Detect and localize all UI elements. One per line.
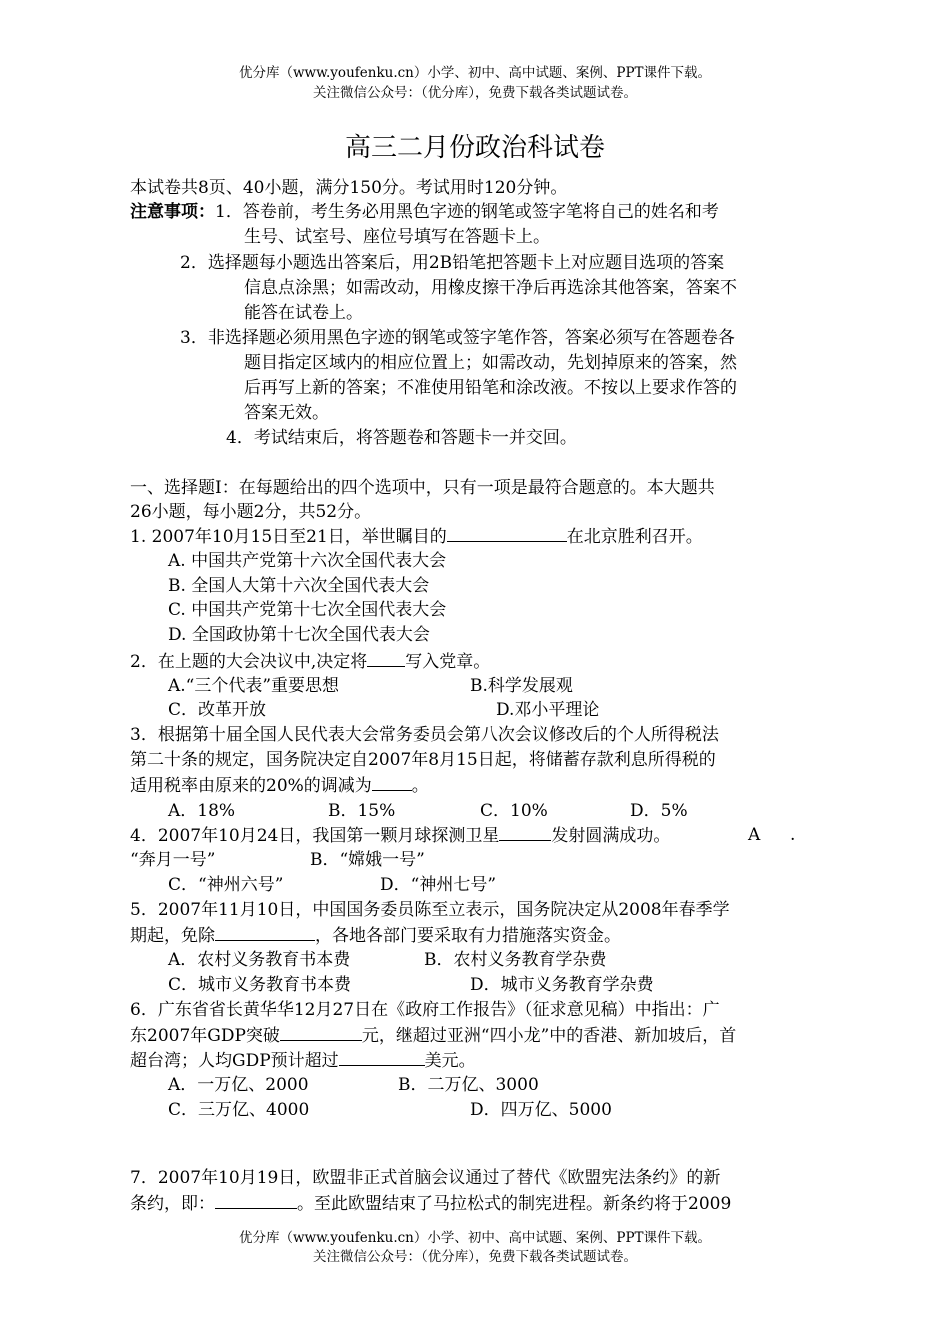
q3-option-a: A．18% [168,801,236,821]
page-title: 高三二月份政治科试卷 [344,133,605,163]
note-2c: 能答在试卷上。 [244,303,363,323]
note-3a: 3．非选择题必须用黑色字迹的钢笔或签字笔作答，答案必须写在答题卷各 [180,328,735,348]
q4-option-c: C．“神州六号” [168,875,284,895]
q2-option-b: B.科学发展观 [470,676,573,696]
intro-text: 本试卷共8页、40小题，满分150分。考试用时120分钟。 [130,178,568,198]
q3-option-b: B．15% [328,801,396,821]
question-4-stem: 4．2007年10月24日，我国第一颗月球探测卫星 发射圆满成功。 [130,823,670,848]
answer-blank [372,773,412,791]
q6-option-d: D．四万亿、5000 [470,1100,612,1120]
section-1-line-2: 26小题，每小题2分，共52分。 [130,502,372,522]
q1-option-a: A. 中国共产党第十六次全国代表大会 [168,551,447,571]
q6-option-b: B．二万亿、3000 [398,1075,539,1095]
q4-option-a-letter: A [748,825,761,845]
header-line-1: 优分库（www.youfenku.cn）小学、初中、高中试题、案例、PPT课件下载。 [238,65,712,81]
q1-option-b: B. 全国人大第十六次全国代表大会 [168,576,430,596]
question-3-line-3: 适用税率由原来的20%的调减为 。 [130,773,429,798]
answer-blank [339,1048,425,1066]
q6-option-a: A．一万亿、2000 [168,1075,309,1095]
q4-option-a: “奔月一号” [130,850,216,870]
question-7-line-1: 7．2007年10月19日，欧盟非正式首脑会议通过了替代《欧盟宪法条约》的新 [130,1168,721,1188]
q5-option-b: B．农村义务教育学杂费 [424,950,607,970]
notes-label: 注意事项： [130,202,215,222]
header-line-2: 关注微信公众号：（优分库），免费下载各类试题试卷。 [313,85,637,101]
q4-option-a-dot: . [790,825,796,845]
q2-option-c: C．改革开放 [168,700,267,720]
section-1-line-1: 一、选择题Ⅰ：在每题给出的四个选项中，只有一项是最符合题意的。本大题共 [130,478,715,498]
note-3c: 后再写上新的答案；不准使用铅笔和涂改液。不按以上要求作答的 [244,378,737,398]
q1-option-d: D. 全国政协第十七次全国代表大会 [168,625,430,645]
q2-option-d: D.邓小平理论 [496,700,600,720]
q3-option-c: C．10% [480,801,548,821]
note-3b: 题目指定区域内的相应位置上；如需改动，先划掉原来的答案，然 [244,353,737,373]
q6-option-c: C．三万亿、4000 [168,1100,310,1120]
answer-blank [499,823,551,841]
q5-option-d: D．城市义务教育学杂费 [470,975,654,995]
question-6-line-1: 6．广东省省长黄华华12月27日在《政府工作报告》（征求意见稿）中指出：广 [130,1000,720,1020]
q5-option-a: A．农村义务教育书本费 [168,950,351,970]
answer-blank [215,923,315,941]
question-5-line-2: 期起，免除 ，各地各部门要采取有力措施落实资金。 [130,923,621,948]
answer-blank [280,1023,362,1041]
question-3-line-2: 第二十条的规定，国务院决定自2007年8月15日起，将储蓄存款利息所得税的 [130,750,716,770]
q5-option-c: C．城市义务教育书本费 [168,975,352,995]
q2-option-a: A.“三个代表”重要思想 [168,676,340,696]
note-4: 4．考试结束后，将答题卷和答题卡一并交回。 [226,428,577,448]
footer-line-2: 关注微信公众号：（优分库），免费下载各类试题试卷。 [313,1249,637,1265]
question-7-line-2: 条约，即： 。至此欧盟结束了马拉松式的制宪进程。新条约将于2009 [130,1191,731,1216]
note-2b: 信息点涂黑；如需改动，用橡皮擦干净后再选涂其他答案，答案不 [244,278,737,298]
question-1-stem: 1. 2007年10月15日至21日，举世瞩目的 在北京胜利召开。 [130,524,703,549]
note-3d: 答案无效。 [244,403,329,423]
answer-blank [367,649,405,667]
q4-option-d: D．“神州七号” [380,875,497,895]
question-3-line-1: 3．根据第十届全国人民代表大会常务委员会第八次会议修改后的个人所得税法 [130,725,719,745]
notes-line-1 [130,200,719,224]
q4-option-b: B．“嫦娥一号” [310,850,425,870]
note-1a: 1．答卷前，考生务必用黑色字迹的钢笔或签字笔将自己的姓名和考 [215,202,719,222]
note-1b: 生号、试室号、座位号填写在答题卡上。 [244,227,550,247]
note-2a: 2．选择题每小题选出答案后，用2B铅笔把答题卡上对应题目选项的答案 [180,253,725,273]
answer-blank [215,1191,297,1209]
question-6-line-3: 超台湾；人均GDP预计超过 美元。 [130,1048,476,1073]
question-5-line-1: 5．2007年11月10日，中国国务委员陈至立表示，国务院决定从2008年春季学 [130,900,730,920]
answer-blank [447,524,567,542]
q3-option-d: D．5% [630,801,688,821]
footer-line-1: 优分库（www.youfenku.cn）小学、初中、高中试题、案例、PPT课件下载。 [238,1230,712,1246]
q1-option-c: C. 中国共产党第十七次全国代表大会 [168,600,447,620]
question-6-line-2: 东2007年GDP突破 元，继超过亚洲“四小龙”中的香港、新加坡后，首 [130,1023,736,1048]
question-2-stem: 2．在上题的大会决议中,决定将 写入党章。 [130,649,490,674]
